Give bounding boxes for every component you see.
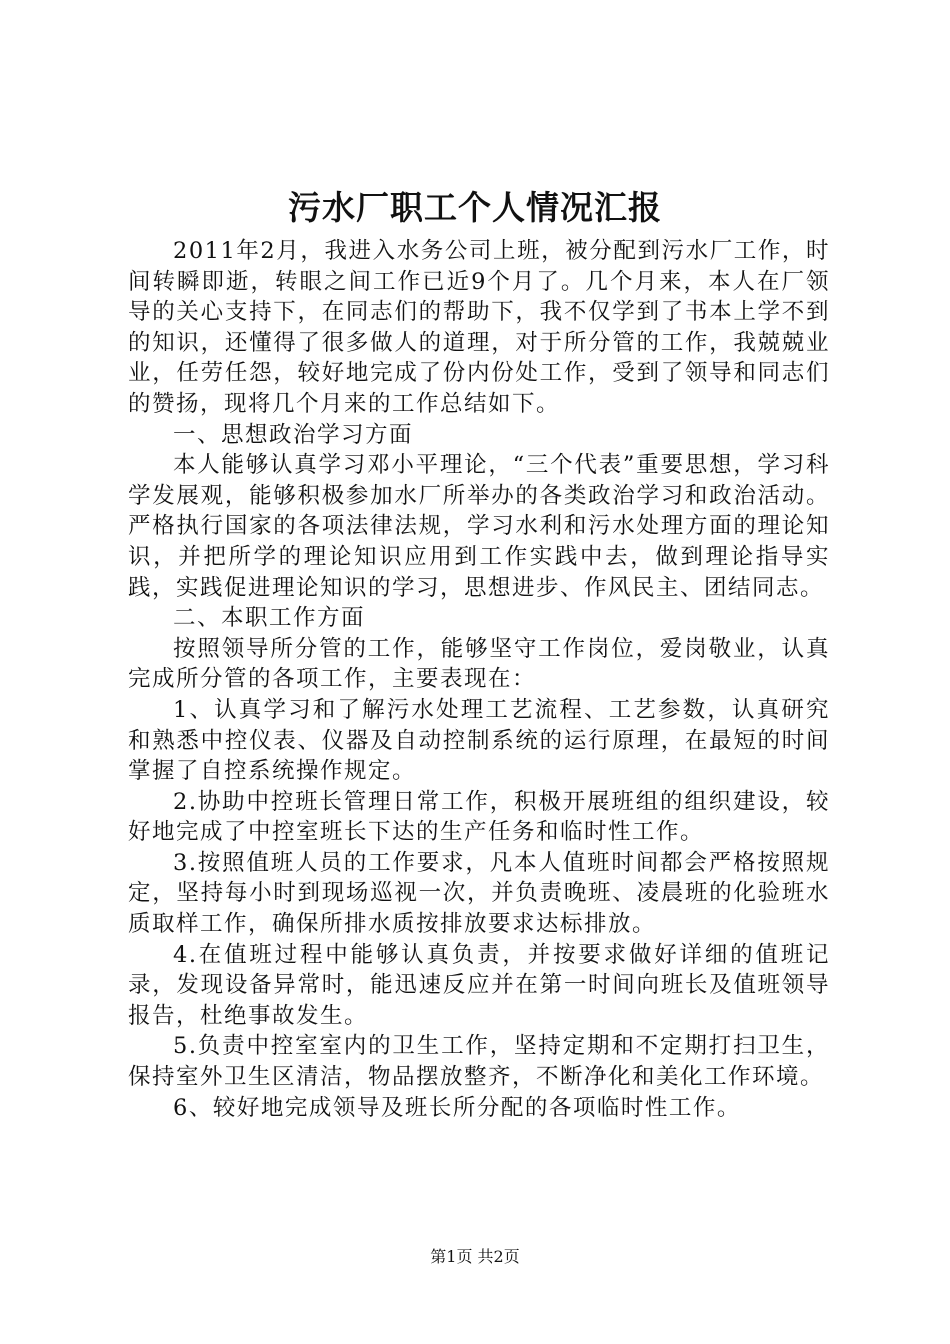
page-footer: 第1页 共2页 [430,1247,520,1266]
list-item-3: 3.按照值班人员的工作要求，凡本人值班时间都会严格按照规定，坚持每小时到现场巡视一次，并负责晚班、凌晨班的化验班水质取样工作，确保所排水质按排放要求达标排放。 [128,849,830,938]
document-title: 污水厂职工个人情况汇报 [288,188,662,227]
list-item-6: 6、较好地完成领导及班长所分配的各项临时性工作。 [173,1094,741,1121]
list-item-4: 4.在值班过程中能够认真负责，并按要求做好详细的值班记录，发现设备异常时，能迅速反应并在第一时间向班长及值班领导报告，杜绝事故发生。 [128,941,830,1029]
list-item-1: 1、认真学习和了解污水处理工艺流程、工艺参数，认真研究和熟悉中控仪表、仪器及自动控制系统的运行原理，在最短的时间掌握了自控系统操作规定。 [128,696,830,785]
section-heading-job-duties: 二、本职工作方面 [173,605,366,632]
list-item-5: 5.负责中控室室内的卫生工作，坚持定期和不定期打扫卫生，保持室外卫生区清洁，物品摆放整齐，不断净化和美化工作环境。 [128,1033,830,1091]
section-heading-political-study: 一、思想政治学习方面 [173,421,414,448]
paragraph-job-duties-intro: 按照领导所分管的工作，能够坚守工作岗位，爱岗敬业，认真完成所分管的各项工作，主要表现在： [128,635,830,693]
paragraph-intro: 2011年2月，我进入水务公司上班，被分配到污水厂工作，时间转瞬即逝，转眼之间工作已近9个月了。几个月来，本人在厂领导的关心支持下，在同志们的帮助下，我不仅学到了书本上学不到的知识，还懂得了很多做人的道理，对于所分管的工作，我兢兢业业，任劳任怨，较好地完成了份内份处工作，受到了领导和同志们的赞扬，现将几个月来的工作总结如下。 [128,238,830,417]
paragraph-political-study: 本人能够认真学习邓小平理论，“三个代表”重要思想，学习科学发展观，能够积极参加水厂所举办的各类政治学习和政治活动。严格执行国家的各项法律法规，学习水利和污水处理方面的理论知识，并把所学的理论知识应用到工作实践中去，做到理论指导实践，实践促进理论知识的学习，思想进步、作风民主、团结同志。 [128,452,830,601]
list-item-2: 2.协助中控班长管理日常工作，积极开展班组的组织建设，较好地完成了中控室班长下达的生产任务和临时性工作。 [128,788,830,846]
document-body [128,236,830,1123]
